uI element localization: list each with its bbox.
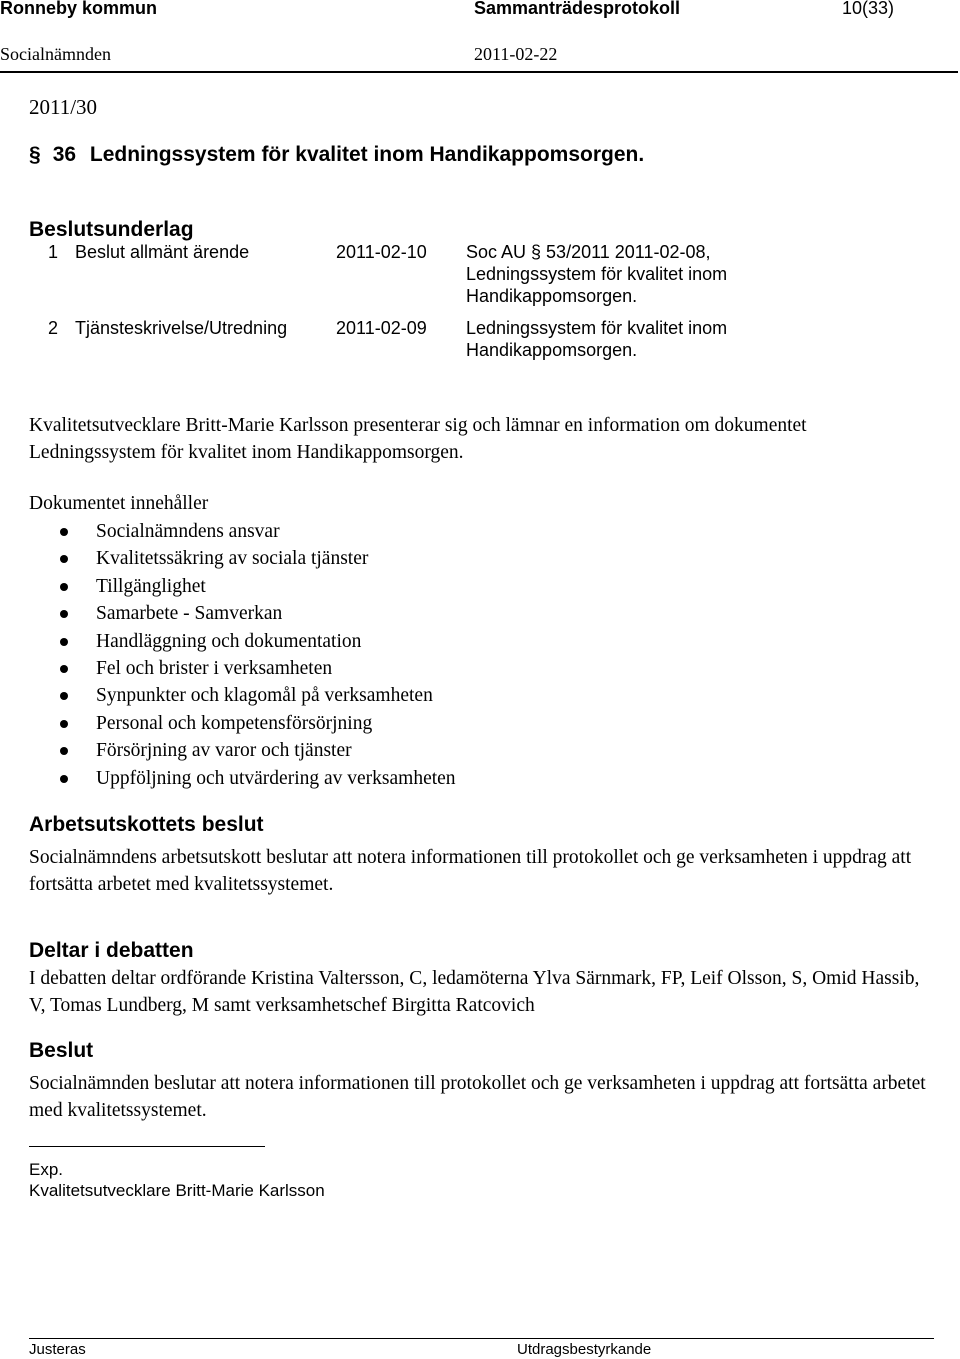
attachment-number: 2 <box>48 318 59 338</box>
attachment-item <box>48 241 938 307</box>
list-item: Uppföljning och utvärdering av verksamheten <box>29 765 456 792</box>
committee-name: Socialnämnden <box>0 44 111 64</box>
attachment-date: 2011-02-09 <box>336 318 427 338</box>
paragraph-title-text: Ledningssystem för kvalitet inom Handikappomsorgen. <box>89 143 645 166</box>
paragraph-symbol: § <box>29 143 41 166</box>
attachment-item <box>48 317 938 361</box>
municipality-name: Ronneby kommun <box>0 0 158 18</box>
list-item: Handläggning och dokumentation <box>29 628 456 655</box>
decision-heading: Beslut <box>29 1039 94 1062</box>
attachment-name: Beslut allmänt ärende <box>75 242 250 262</box>
expedition-recipient: Kvalitetsutvecklare Britt-Marie Karlsson <box>29 1181 325 1200</box>
bullet-icon <box>60 720 68 728</box>
document-type: Sammanträdesprotokoll <box>474 0 681 18</box>
paragraph-number: 36 <box>52 143 77 166</box>
debate-text: I debatten deltar ordförande Kristina Valtersson, C, ledamöterna Ylva Särnmark, FP, Leif Olsson, S, Omid Hassib, V, Tomas Lundberg, M samt verksamhetschef Birgitta Ratcovich <box>29 968 920 1016</box>
bullet-icon <box>60 665 68 673</box>
header-divider <box>0 71 958 73</box>
bullet-icon <box>60 747 68 755</box>
debate-heading: Deltar i debatten <box>29 939 194 962</box>
bullet-icon <box>60 583 68 591</box>
list-item: Kvalitetssäkring av sociala tjänster <box>29 545 456 572</box>
list-item: Socialnämndens ansvar <box>29 518 456 545</box>
footer-justeras: Justeras <box>29 1341 86 1358</box>
attachment-date: 2011-02-10 <box>336 242 427 262</box>
bullet-icon <box>60 775 68 783</box>
attachment-number: 1 <box>48 242 59 262</box>
list-item: Samarbete - Samverkan <box>29 600 456 627</box>
separator-line <box>29 1146 265 1147</box>
paragraph-title <box>29 143 644 167</box>
bullet-icon <box>60 638 68 646</box>
list-item: Tillgänglighet <box>29 573 456 600</box>
attachment-description: Soc AU § 53/2011 2011-02-08, Ledningssystem för kvalitet inom Handikappomsorgen. <box>466 242 728 306</box>
list-item: Försörjning av varor och tjänster <box>29 737 456 764</box>
meeting-date: 2011-02-22 <box>474 44 558 64</box>
case-number: 2011/30 <box>29 95 98 119</box>
page-header <box>0 0 960 22</box>
footer-divider <box>29 1338 934 1339</box>
list-item: Fel och brister i verksamheten <box>29 655 456 682</box>
decision-text: Socialnämnden beslutar att notera informationen till protokollet och ge verksamheten i uppdrag att fortsätta arbetet med kvalitetssystemet. <box>29 1073 926 1121</box>
attachment-name: Tjänsteskrivelse/Utredning <box>75 318 288 338</box>
au-decision-text: Socialnämndens arbetsutskott beslutar att notera informationen till protokollet och ge verksamheten i uppdrag att fortsätta arbetet med kvalitetssystemet. <box>29 847 912 895</box>
list-item: Personal och kompetensförsörjning <box>29 710 456 737</box>
bullet-icon <box>60 610 68 618</box>
beslutsunderlag-heading: Beslutsunderlag <box>29 218 194 241</box>
list-item: Synpunkter och klagomål på verksamheten <box>29 682 456 709</box>
bullet-icon <box>60 555 68 563</box>
page-number: 10(33) <box>842 0 895 18</box>
contents-lead: Dokumentet innehåller <box>29 493 209 514</box>
bullet-icon <box>60 528 68 536</box>
bullet-icon <box>60 692 68 700</box>
expedition-label: Exp. <box>29 1160 64 1179</box>
attachment-description: Ledningssystem för kvalitet inom Handikappomsorgen. <box>466 318 728 360</box>
footer-utdragsbestyrkande: Utdragsbestyrkande <box>517 1341 652 1358</box>
intro-paragraph: Kvalitetsutvecklare Britt-Marie Karlsson presenterar sig och lämnar en information om dokumentet Ledningssystem för kvalitet inom Handikappomsorgen. <box>29 415 807 463</box>
contents-list <box>29 518 456 792</box>
au-decision-heading: Arbetsutskottets beslut <box>29 813 264 836</box>
